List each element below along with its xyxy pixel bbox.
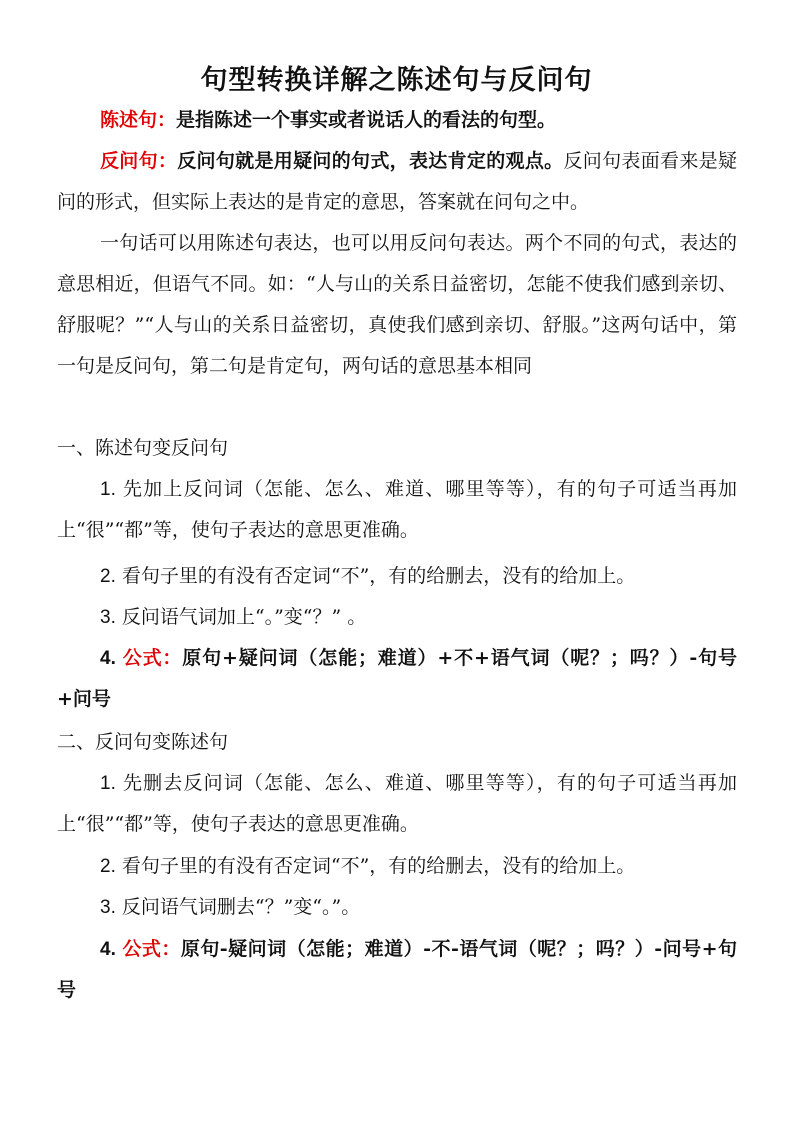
section2-step-2 — [57, 846, 737, 887]
intro-paragraph: 一句话可以用陈述句表达，也可以用反问句表达。两个不同的句式，表达的意思相近，但语气不同。如：“人与山的关系日益密切，怎能不使我们感到亲切、舒服呢？”“人与山的关系日益密切，真使我们感到亲切、舒服。”这两句话中，第一句是反问句，第二句是肯定句，两句话的意思基本相同 — [57, 232, 737, 377]
section2-formula — [57, 929, 737, 1011]
definition-statement — [57, 100, 737, 141]
section1-step-2 — [57, 556, 737, 597]
step-text: 反问语气词删去“？”变“。”。 — [121, 896, 361, 918]
definition-rhetorical — [57, 141, 737, 223]
step-text: 看句子里的有没有否定词“不”，有的给删去，没有的给加上。 — [121, 565, 636, 587]
step-number: 2. — [100, 856, 116, 877]
definition-statement-label: 陈述句： — [100, 109, 177, 131]
step-number: 2. — [100, 566, 116, 587]
definition-statement-text: 是指陈述一个事实或者说话人的看法的句型。 — [176, 109, 557, 131]
step-number: 4. — [100, 648, 116, 669]
page-title: 句型转换详解之陈述句与反问句 — [200, 65, 593, 96]
section1-formula — [57, 638, 737, 720]
formula-text: 原句+疑问词（怎能；难道）+不+语气词（呢？；吗？）-句号+问号 — [57, 647, 737, 710]
step-text: 看句子里的有没有否定词“不”，有的给删去，没有的给加上。 — [121, 855, 636, 877]
definition-rhetorical-text: 反问句表面看来是疑问的形式，但实际上表达的是肯定的意思，答案就在问句之中。 — [57, 150, 737, 213]
definition-rhetorical-label: 反问句： — [100, 150, 178, 172]
section1-heading: 一、陈述句变反问句 — [57, 437, 229, 459]
step-text: 先删去反问词（怎能、怎么、难道、哪里等等），有的句子可适当再加上“很”“都”等，使句子表达的意思更准确。 — [57, 772, 737, 835]
step-number: 3. — [100, 607, 116, 628]
formula-label: 公式： — [121, 938, 181, 960]
step-number: 4. — [100, 939, 116, 960]
section1-step-1 — [57, 469, 737, 551]
step-text: 反问语气词加上“。”变“？” 。 — [121, 606, 367, 628]
step-number: 1. — [100, 773, 116, 794]
step-number: 1. — [100, 479, 116, 500]
definition-rhetorical-bold: 反问句就是用疑问的句式，表达肯定的观点。 — [177, 150, 564, 172]
formula-text: 原句-疑问词（怎能；难道）-不-语气词（呢？；吗？）-问号+句号 — [57, 938, 737, 1001]
section2-step-1 — [57, 763, 737, 845]
step-text: 先加上反问词（怎能、怎么、难道、哪里等等），有的句子可适当再加上“很”“都”等，使句子表达的意思更准确。 — [57, 478, 737, 541]
section1-step-3 — [57, 597, 737, 638]
formula-label: 公式： — [121, 647, 183, 669]
section2-step-3 — [57, 887, 737, 928]
step-number: 3. — [100, 897, 116, 918]
section2-heading: 二、反问句变陈述句 — [57, 731, 229, 753]
